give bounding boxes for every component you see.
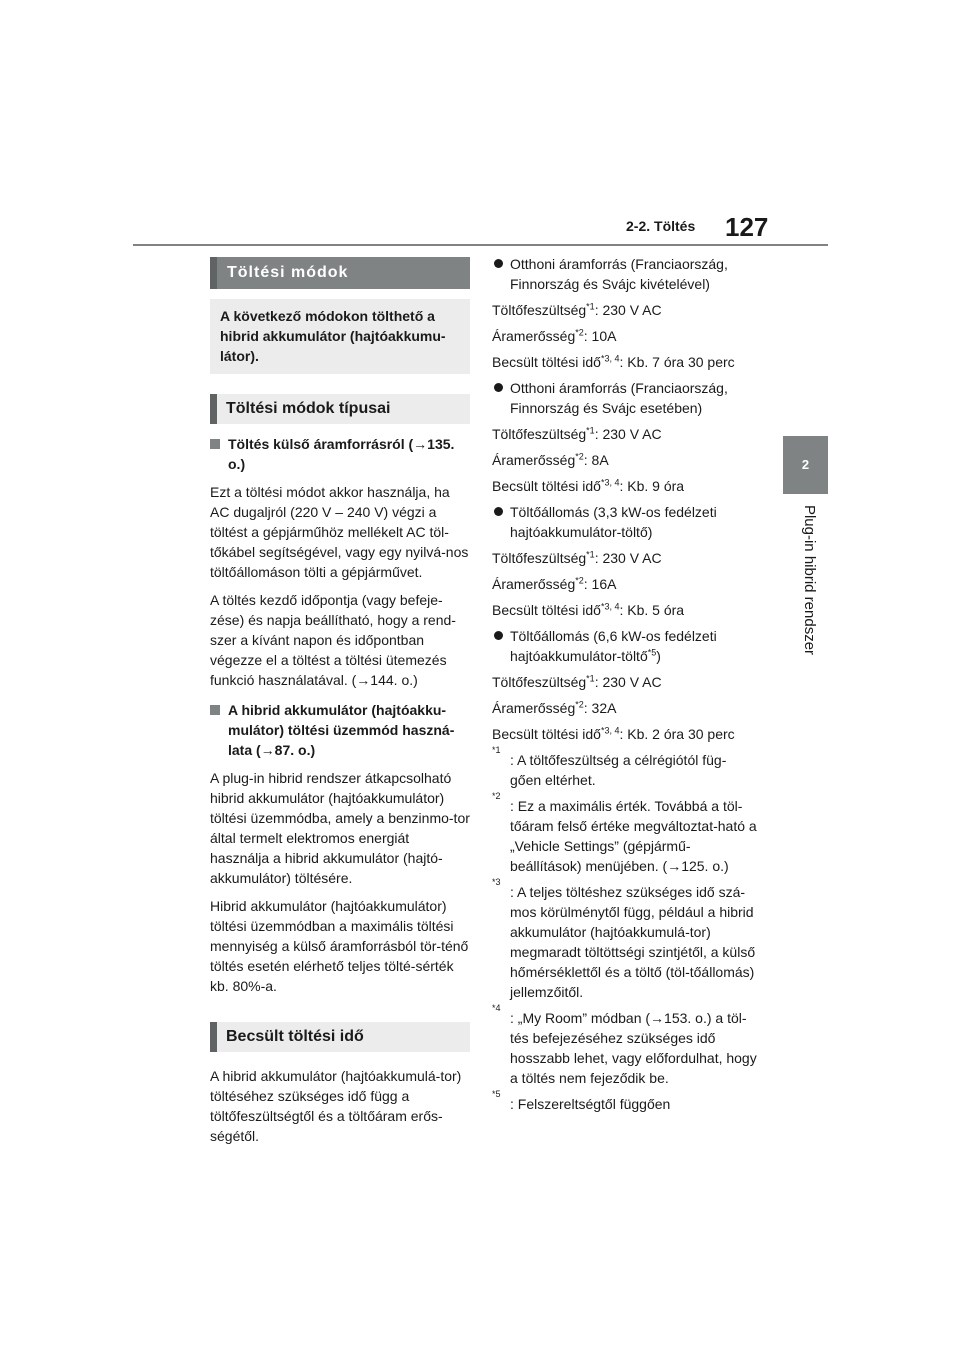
footnote-ref: *1 xyxy=(586,301,595,312)
current-label: Áramerősség xyxy=(492,700,576,716)
item-battery-mode-text-1: A plug-in hibrid rendszer átkapcsolható hibrid akkumulátor (hajtóakkumulátor) töltési üzemmódba, amely a benzinmo-tor által termelt elektromos energiát használja a hibrid akkumulátor (hajtó-akkumulátor) töltésére. xyxy=(210,770,470,886)
voltage-value: : 230 V AC xyxy=(594,302,662,318)
voltage-label: Töltőfeszültség xyxy=(492,426,587,442)
voltage-label: Töltőfeszültség xyxy=(492,550,587,566)
entry-time xyxy=(492,352,757,372)
footnote: *1 : A töltőfeszültség a célrégiótól füg-gően eltérhet. xyxy=(492,745,727,788)
footnote-ref: *3, 4 xyxy=(600,477,620,488)
item-external-charging-title: Töltés külső áramforrásról (→135. o.) xyxy=(210,434,470,474)
voltage-value: : 230 V AC xyxy=(594,550,662,566)
current-value: : 32A xyxy=(583,700,617,716)
page-number: 127 xyxy=(725,212,769,242)
entry-title xyxy=(492,626,757,666)
entry-time xyxy=(492,476,757,496)
footnote-ref: *2 xyxy=(575,327,584,338)
current-value: : 8A xyxy=(583,452,609,468)
voltage-value: : 230 V AC xyxy=(594,674,662,690)
time-label: Becsült töltési idő xyxy=(492,354,601,370)
entry-time xyxy=(492,600,757,620)
item-battery-mode-text-2: Hibrid akkumulátor (hajtóakkumulátor) töltési üzemmódban a maximális töltési mennyiség a külső áramforrásból tör-ténő töltés esetén elérhető teljes tölté-sérték kb. 80%-a. xyxy=(210,898,469,994)
voltage-label: Töltőfeszültség xyxy=(492,674,587,690)
item-battery-mode-title: A hibrid akkumulátor (hajtóakku-mulátor) töltési üzemmód haszná-lata (→87. o.) xyxy=(210,700,470,760)
time-value: : Kb. 9 óra xyxy=(619,478,685,494)
time-heading: Becsült töltési idő xyxy=(210,1022,470,1052)
entry-title-text: Töltőállomás (6,6 kW-os fedélzeti hajtóakkumulátor-töltő xyxy=(510,628,717,664)
entry-voltage xyxy=(492,300,757,320)
right-column xyxy=(492,254,757,1114)
entry-title: Otthoni áramforrás (Franciaország, Finnország és Svájc kivételével) xyxy=(492,254,757,294)
footnote: *2 : Ez a maximális érték. Továbbá a töl-tőáram felső értéke megváltoztat-ható a „Vehicle Settings” (gépjármű-beállítások) menüjében. (→125. o.) xyxy=(492,791,757,874)
entry-current xyxy=(492,698,757,718)
voltage-label: Töltőfeszültség xyxy=(492,302,587,318)
current-label: Áramerősség xyxy=(492,576,576,592)
time-label: Becsült töltési idő xyxy=(492,478,601,494)
chapter-tab-title: Plug-in hibrid rendszer xyxy=(801,504,818,656)
current-value: : 10A xyxy=(583,328,617,344)
footnote-text: : Ez a maximális érték. Továbbá a töl-tőáram felső értéke megváltoztat-ható a „Vehicle Settings” (gépjármű-beállítások) menüjében. (→125. o.) xyxy=(510,798,757,874)
footnote-ref: *5 xyxy=(647,647,657,658)
item-external-charging-text-1: Ezt a töltési módot akkor használja, ha AC dugaljról (220 V – 240 V) végzi a töltést a gépjárműhöz mellékelt AC töl-tőkábel segítségével, vagy egy nyilvá-nos töltőállomáson tölti a gépjárművet. xyxy=(210,484,469,580)
entry-current xyxy=(492,450,757,470)
entry-voltage xyxy=(492,672,757,692)
entry-voltage xyxy=(492,424,757,444)
footnote: *4 : „My Room” módban (→153. o.) a töl-tés befejezéséhez szükséges idő hosszabb lehet, vagy előfordulhat, hogy a töltés nem fejeződik be. xyxy=(492,1003,757,1086)
time-text: A hibrid akkumulátor (hajtóakkumulá-tor) töltéséhez szükséges idő függ a töltőfeszültségtől és a töltőáram erős-ségétől. xyxy=(210,1068,462,1144)
footnote-ref: *3, 4 xyxy=(600,601,620,612)
footnote-ref: *2 xyxy=(575,699,584,710)
time-value: : Kb. 2 óra 30 perc xyxy=(619,726,735,742)
chapter-tab-number: 2 xyxy=(783,436,828,494)
item-external-charging-text-2: A töltés kezdő időpontja (vagy befeje-zése) és napja beállítható, hogy a rend-szer a kívánt napon és időpontban végezze el a töltést a töltési ütemezés funkció használatával. (→144. o.) xyxy=(210,592,456,688)
entry-title: Otthoni áramforrás (Franciaország, Finnország és Svájc esetében) xyxy=(492,378,757,418)
entry-voltage xyxy=(492,548,757,568)
left-column xyxy=(210,257,470,1146)
footnote-text: : Felszereltségtől függően xyxy=(510,1096,671,1112)
voltage-value: : 230 V AC xyxy=(594,426,662,442)
footnote-text: : A töltőfeszültség a célrégiótól füg-gően eltérhet. xyxy=(510,752,727,788)
main-heading: Töltési módok xyxy=(210,257,470,289)
section-title: 2-2. Töltés xyxy=(626,218,696,234)
current-value: : 16A xyxy=(583,576,617,592)
footnote-ref: *1 xyxy=(586,549,595,560)
time-value: : Kb. 5 óra xyxy=(619,602,685,618)
footnote: *3 : A teljes töltéshez szükséges idő szá-mos körülménytől függ, például a hibrid akkumulátor (hajtóakkumulá-tor) megmaradt töltöttségi szintjétől, a külső hőmérséklettől és a töltő (töl-tőállomás) jellemzőitől. xyxy=(492,877,756,1000)
current-label: Áramerősség xyxy=(492,328,576,344)
current-label: Áramerősség xyxy=(492,452,576,468)
entry-title-end: ) xyxy=(656,648,661,664)
footnote-ref: *1 xyxy=(586,673,595,684)
footnote-text: : A teljes töltéshez szükséges idő szá-mos körülménytől függ, például a hibrid akkumulátor (hajtóakkumulá-tor) megmaradt töltöttségi szintjétől, a külső hőmérséklettől és a töltő (töl-tőállomás) jellemzőitől. xyxy=(510,884,756,1000)
intro-box: A következő módokon tölthető a hibrid akkumulátor (hajtóakkumu-látor). xyxy=(210,299,470,374)
footnote: *5 : Felszereltségtől függően xyxy=(492,1089,671,1112)
time-label: Becsült töltési idő xyxy=(492,726,601,742)
footnote-ref: *2 xyxy=(575,451,584,462)
types-heading: Töltési módok típusai xyxy=(210,394,470,424)
entry-current xyxy=(492,574,757,594)
footnote-ref: *1 xyxy=(586,425,595,436)
time-label: Becsült töltési idő xyxy=(492,602,601,618)
entry-current xyxy=(492,326,757,346)
entry-title: Töltőállomás (3,3 kW-os fedélzeti hajtóakkumulátor-töltő) xyxy=(492,502,757,542)
entry-time xyxy=(492,724,757,744)
time-value: : Kb. 7 óra 30 perc xyxy=(619,354,735,370)
footnote-text: : „My Room” módban (→153. o.) a töl-tés befejezéséhez szükséges idő hosszabb lehet, vagy előfordulhat, hogy a töltés nem fejeződik be. xyxy=(510,1010,757,1086)
header-divider xyxy=(133,244,828,246)
footnote-ref: *2 xyxy=(575,575,584,586)
footnote-ref: *3, 4 xyxy=(600,725,620,736)
footnote-ref: *3, 4 xyxy=(600,353,620,364)
